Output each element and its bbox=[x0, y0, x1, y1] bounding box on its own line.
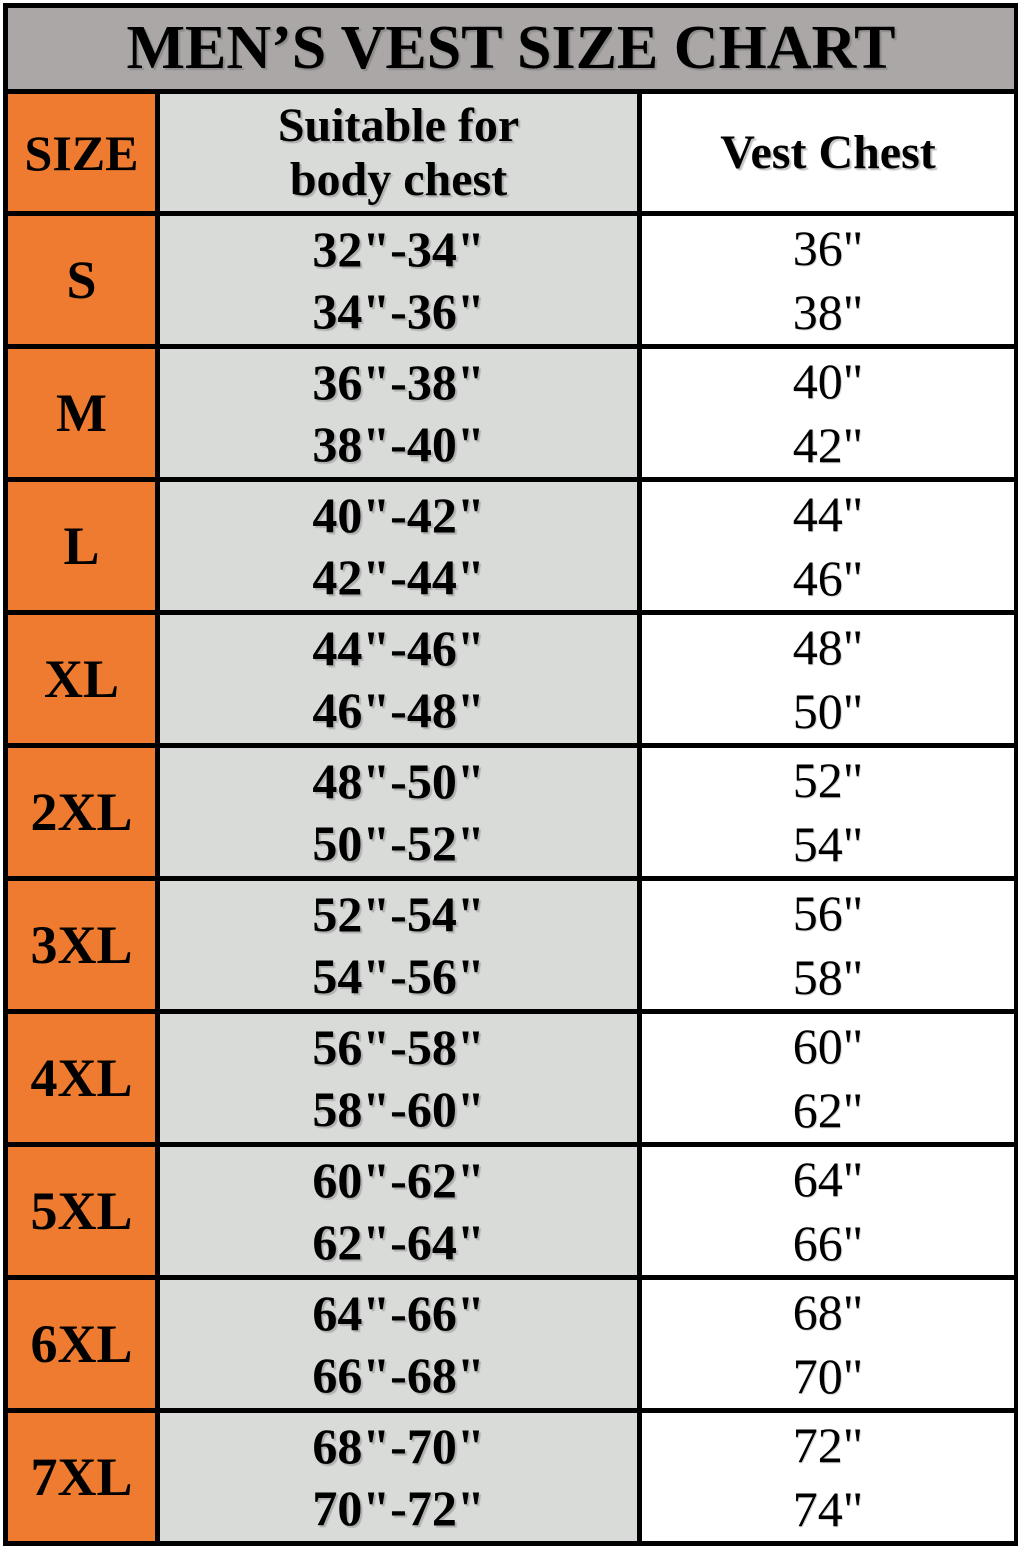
title-row bbox=[6, 6, 1017, 92]
table-row bbox=[6, 879, 1017, 1012]
vest-chest-value-cell bbox=[640, 1145, 1017, 1278]
size-chart-table bbox=[3, 3, 1018, 1546]
body-chest-range-line1: 64"-66" bbox=[312, 1285, 485, 1341]
table-row bbox=[6, 347, 1017, 480]
column-header-body-chest-line2: body chest bbox=[289, 152, 508, 206]
chart-title: MEN’S VEST SIZE CHART bbox=[6, 6, 1017, 92]
vest-chest-value-cell bbox=[640, 347, 1017, 480]
vest-chest-value-line2: 46" bbox=[792, 550, 864, 606]
body-chest-range-cell bbox=[158, 480, 640, 613]
body-chest-range-line1: 44"-46" bbox=[312, 620, 485, 676]
body-chest-range-line1: 40"-42" bbox=[312, 487, 485, 543]
vest-chest-value-line1: 60" bbox=[792, 1018, 864, 1074]
column-header-body-chest bbox=[158, 92, 640, 214]
body-chest-range-cell bbox=[158, 879, 640, 1012]
body-chest-range-cell bbox=[158, 347, 640, 480]
body-chest-range-line2: 62"-64" bbox=[312, 1214, 485, 1270]
vest-chest-value-line2: 74" bbox=[792, 1481, 864, 1537]
size-label: 5XL bbox=[6, 1145, 158, 1278]
size-label: M bbox=[6, 347, 158, 480]
vest-chest-value-cell bbox=[640, 1012, 1017, 1145]
size-label: 3XL bbox=[6, 879, 158, 1012]
body-chest-range-line2: 66"-68" bbox=[312, 1347, 485, 1403]
body-chest-range-cell bbox=[158, 746, 640, 879]
vest-chest-value-line2: 50" bbox=[792, 683, 864, 739]
vest-chest-value-line2: 62" bbox=[792, 1082, 864, 1138]
column-header-row bbox=[6, 92, 1017, 214]
table-row bbox=[6, 1012, 1017, 1145]
table-body bbox=[6, 214, 1017, 1544]
vest-chest-value-line1: 44" bbox=[792, 486, 864, 542]
vest-chest-value-line1: 64" bbox=[792, 1151, 864, 1207]
vest-chest-value-line1: 68" bbox=[792, 1284, 864, 1340]
table-row bbox=[6, 480, 1017, 613]
vest-chest-value-cell bbox=[640, 480, 1017, 613]
vest-chest-value-line2: 58" bbox=[792, 949, 864, 1005]
body-chest-range-line2: 50"-52" bbox=[312, 815, 485, 871]
body-chest-range-cell bbox=[158, 214, 640, 347]
vest-chest-value-line2: 66" bbox=[792, 1215, 864, 1271]
body-chest-range-line1: 32"-34" bbox=[312, 221, 485, 277]
size-label: XL bbox=[6, 613, 158, 746]
vest-chest-value-line2: 54" bbox=[792, 816, 864, 872]
vest-chest-value-cell bbox=[640, 1278, 1017, 1411]
size-label: S bbox=[6, 214, 158, 347]
body-chest-range-cell bbox=[158, 1145, 640, 1278]
vest-chest-value-line2: 42" bbox=[792, 417, 864, 473]
vest-chest-value-cell bbox=[640, 613, 1017, 746]
vest-chest-value-line1: 56" bbox=[792, 885, 864, 941]
body-chest-range-line2: 34"-36" bbox=[312, 283, 485, 339]
body-chest-range-cell bbox=[158, 613, 640, 746]
body-chest-range-line2: 58"-60" bbox=[312, 1081, 485, 1137]
column-header-size: SIZE bbox=[6, 92, 158, 214]
body-chest-range-line2: 46"-48" bbox=[312, 682, 485, 738]
size-label: 6XL bbox=[6, 1278, 158, 1411]
body-chest-range-line1: 68"-70" bbox=[312, 1418, 485, 1474]
vest-chest-value-line1: 40" bbox=[792, 353, 864, 409]
table-row bbox=[6, 214, 1017, 347]
body-chest-range-line2: 70"-72" bbox=[312, 1480, 485, 1536]
body-chest-range-cell bbox=[158, 1278, 640, 1411]
column-header-vest-chest: Vest Chest bbox=[640, 92, 1017, 214]
vest-chest-value-cell bbox=[640, 1411, 1017, 1544]
table-row bbox=[6, 1145, 1017, 1278]
body-chest-range-line1: 48"-50" bbox=[312, 753, 485, 809]
table-row bbox=[6, 746, 1017, 879]
body-chest-range-line1: 56"-58" bbox=[312, 1019, 485, 1075]
column-header-body-chest-line1: Suitable for bbox=[277, 98, 520, 152]
vest-chest-value-cell bbox=[640, 214, 1017, 347]
vest-chest-value-cell bbox=[640, 746, 1017, 879]
body-chest-range-cell bbox=[158, 1411, 640, 1544]
size-label: 4XL bbox=[6, 1012, 158, 1145]
vest-chest-value-line1: 36" bbox=[792, 220, 864, 276]
body-chest-range-line2: 54"-56" bbox=[312, 948, 485, 1004]
body-chest-range-line2: 38"-40" bbox=[312, 416, 485, 472]
body-chest-range-line1: 36"-38" bbox=[312, 354, 485, 410]
table-row bbox=[6, 613, 1017, 746]
vest-chest-value-line2: 70" bbox=[792, 1348, 864, 1404]
size-label: L bbox=[6, 480, 158, 613]
vest-chest-value-line1: 52" bbox=[792, 752, 864, 808]
table-row bbox=[6, 1411, 1017, 1544]
body-chest-range-cell bbox=[158, 1012, 640, 1145]
vest-chest-value-cell bbox=[640, 879, 1017, 1012]
table-row bbox=[6, 1278, 1017, 1411]
body-chest-range-line1: 52"-54" bbox=[312, 886, 485, 942]
size-label: 7XL bbox=[6, 1411, 158, 1544]
body-chest-range-line1: 60"-62" bbox=[312, 1152, 485, 1208]
body-chest-range-line2: 42"-44" bbox=[312, 549, 485, 605]
vest-chest-value-line2: 38" bbox=[792, 284, 864, 340]
size-label: 2XL bbox=[6, 746, 158, 879]
vest-chest-value-line1: 72" bbox=[792, 1417, 864, 1473]
vest-chest-value-line1: 48" bbox=[792, 619, 864, 675]
